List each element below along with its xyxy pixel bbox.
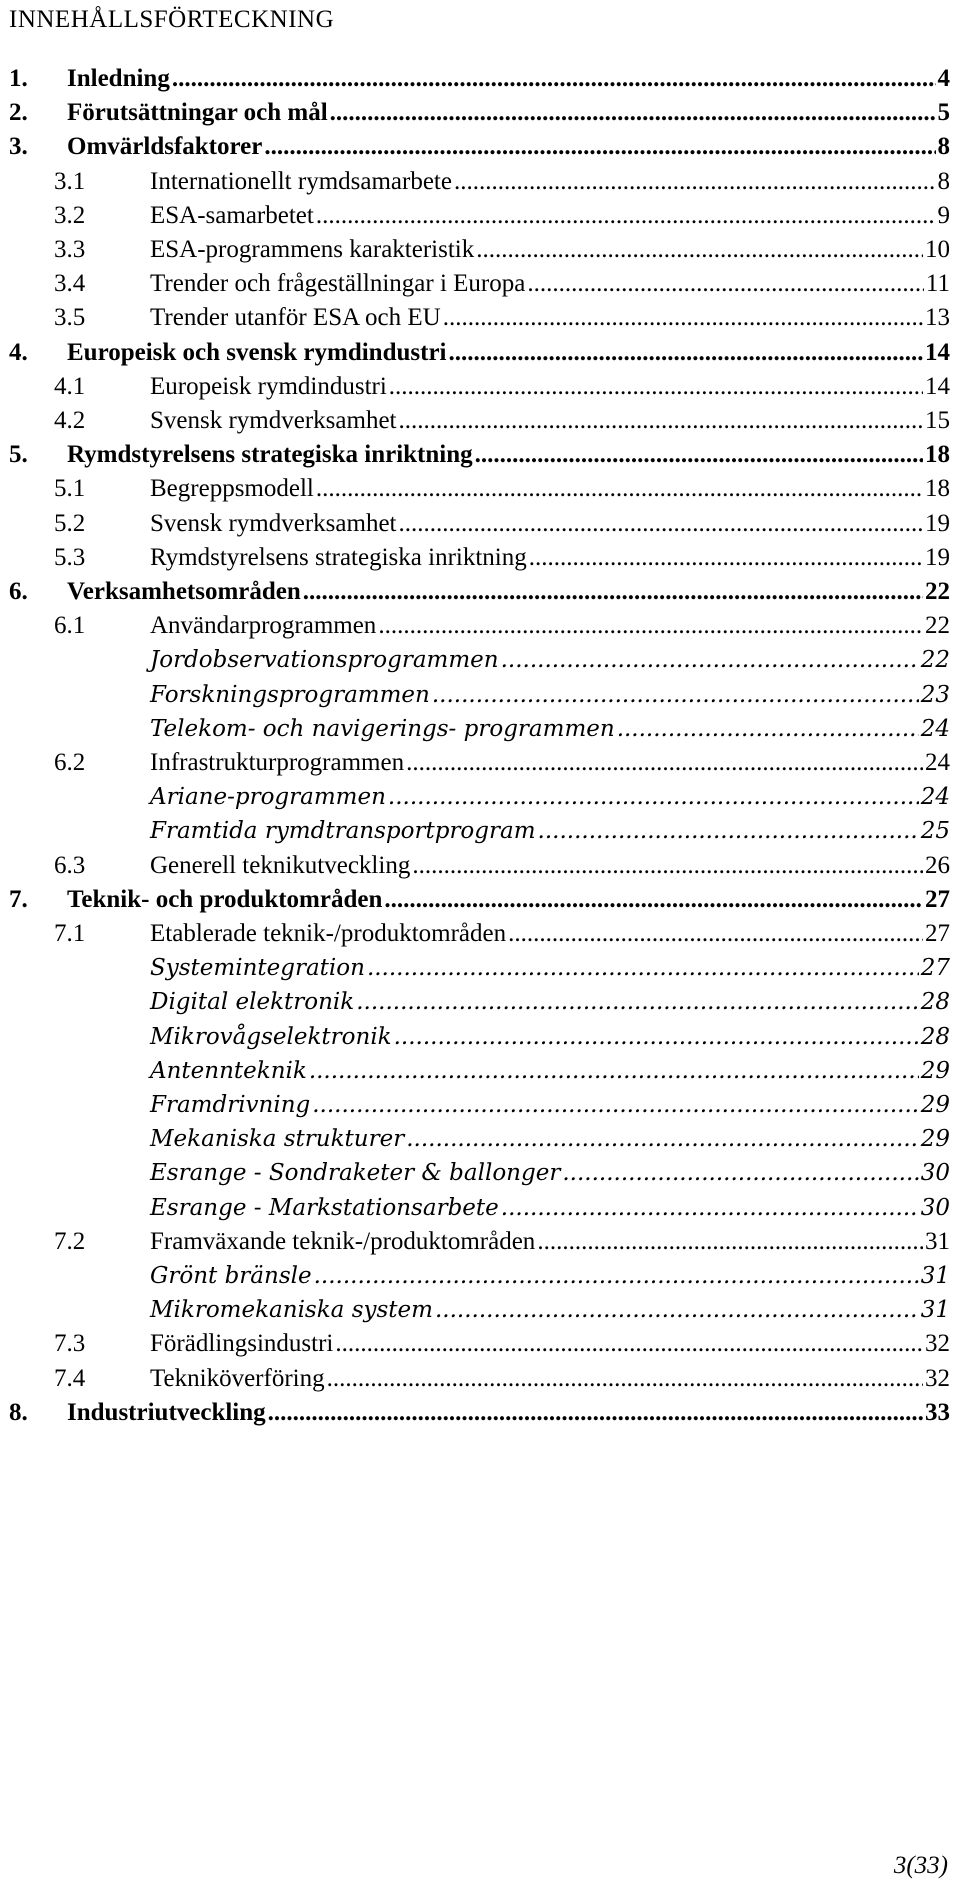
toc-entry-label: Trender utanför ESA och EU <box>150 304 441 331</box>
toc-entry-page: 5 <box>937 99 950 126</box>
toc-entry-label: Internationellt rymdsamarbete <box>150 168 452 195</box>
toc-entry-line <box>150 1327 950 1361</box>
toc-entry-number: 5.3 <box>54 544 86 571</box>
dot-leader <box>264 130 935 164</box>
toc-entry[interactable] <box>0 1396 960 1430</box>
toc-entry-page: 22 <box>920 647 950 673</box>
toc-entry[interactable] <box>0 370 960 404</box>
dot-leader <box>501 643 919 677</box>
toc-entry[interactable] <box>0 199 960 233</box>
toc-entry-line <box>150 1054 950 1088</box>
toc-entry[interactable] <box>0 883 960 917</box>
toc-entry-number: 3.4 <box>54 270 86 297</box>
toc-entry-page: 22 <box>925 612 950 639</box>
toc-entry-page: 28 <box>920 1024 950 1050</box>
toc-entry-page: 22 <box>925 578 950 605</box>
toc-entry-line <box>150 780 950 814</box>
toc-entry-label: Europeisk och svensk rymdindustri <box>67 339 447 366</box>
toc-entry-label: Framtida rymdtransportprogram <box>150 818 536 844</box>
toc-entry-line <box>67 883 950 917</box>
toc-entry-line <box>150 1259 950 1293</box>
toc-entry-page: 26 <box>925 852 950 879</box>
page-number: 3(33) <box>893 1852 948 1879</box>
toc-entry-line <box>150 541 950 575</box>
toc-entry[interactable] <box>0 951 960 985</box>
dot-leader <box>476 233 923 267</box>
toc-entry[interactable] <box>0 1122 960 1156</box>
dot-leader <box>501 1191 919 1225</box>
toc-entry[interactable] <box>0 301 960 335</box>
dot-leader <box>378 609 923 643</box>
toc-entry-line <box>150 507 950 541</box>
toc-entry-page: 31 <box>920 1297 950 1323</box>
toc-entry-number: 3.3 <box>54 236 86 263</box>
toc-entry[interactable] <box>0 609 960 643</box>
dot-leader <box>356 985 919 1019</box>
toc-entry-label: Framväxande teknik-/produktområden <box>150 1228 536 1255</box>
toc-entry-line <box>67 575 950 609</box>
dot-leader <box>314 1259 919 1293</box>
toc-entry-page: 30 <box>920 1195 950 1221</box>
toc-entry-line <box>150 301 950 335</box>
toc-entry[interactable] <box>0 643 960 677</box>
dot-leader <box>367 951 919 985</box>
toc-entry-line <box>67 438 950 472</box>
toc-entry-number: 4. <box>9 339 28 366</box>
toc-entry-page: 8 <box>937 168 950 195</box>
toc-entry-line <box>150 951 950 985</box>
toc-entry[interactable] <box>0 336 960 370</box>
toc-entry[interactable] <box>0 404 960 438</box>
toc-entry-page: 31 <box>925 1228 950 1255</box>
toc-entry[interactable] <box>0 1191 960 1225</box>
toc-entry-label: Inledning <box>67 65 170 92</box>
toc-entry[interactable] <box>0 1293 960 1327</box>
toc-entry-label: Förutsättningar och mål <box>67 99 328 126</box>
toc-entry-page: 29 <box>920 1092 950 1118</box>
toc-entry-page: 8 <box>937 133 950 160</box>
dot-leader <box>388 780 919 814</box>
dot-leader <box>398 404 923 438</box>
toc-entry-label: Esrange - Markstationsarbete <box>150 1195 499 1221</box>
toc-entry-label: Grönt bränsle <box>150 1263 312 1289</box>
dot-leader <box>268 1396 923 1430</box>
toc-entry-page: 32 <box>925 1365 950 1392</box>
toc-entry-page: 14 <box>925 339 950 366</box>
dot-leader <box>432 678 919 712</box>
toc-entry-number: 1. <box>9 65 28 92</box>
toc-entry[interactable] <box>0 1225 960 1259</box>
toc-entry-label: Mikromekaniska system <box>150 1297 433 1323</box>
toc-entry-page: 25 <box>920 818 950 844</box>
toc-entry[interactable] <box>0 849 960 883</box>
dot-leader <box>537 1225 923 1259</box>
toc-entry-line <box>150 849 950 883</box>
dot-leader <box>406 746 923 780</box>
toc-entry-number: 7. <box>9 886 28 913</box>
toc-entry[interactable] <box>0 1054 960 1088</box>
toc-entry-label: Digital elektronik <box>150 989 355 1015</box>
toc-entry[interactable] <box>0 507 960 541</box>
toc-entry-page: 11 <box>925 270 950 297</box>
toc-entry[interactable] <box>0 1362 960 1396</box>
toc-entry-line <box>150 267 950 301</box>
dot-leader <box>316 472 923 506</box>
toc-entry[interactable] <box>0 712 960 746</box>
toc-entry-number: 5. <box>9 441 28 468</box>
toc-entry-line <box>150 233 950 267</box>
toc-entry[interactable] <box>0 746 960 780</box>
toc-entry-line <box>150 1225 950 1259</box>
toc-entry-line <box>67 96 950 130</box>
toc-entry-page: 19 <box>925 510 950 537</box>
toc-entry-label: Förädlingsindustri <box>150 1330 334 1357</box>
toc-entry-line <box>150 404 950 438</box>
toc-entry-line <box>150 199 950 233</box>
dot-leader <box>435 1293 919 1327</box>
toc-entry-label: Begreppsmodell <box>150 475 314 502</box>
toc-entry-label: Tekniköverföring <box>150 1365 325 1392</box>
toc-entry-line <box>150 1122 950 1156</box>
toc-entry-page: 10 <box>925 236 950 263</box>
toc-entry-page: 28 <box>920 989 950 1015</box>
toc-entry-page: 19 <box>925 544 950 571</box>
toc-entry[interactable] <box>0 985 960 1019</box>
toc-entry-label: Trender och frågeställningar i Europa <box>150 270 526 297</box>
toc-entry-label: Omvärldsfaktorer <box>67 133 263 160</box>
toc-entry-page: 32 <box>925 1330 950 1357</box>
toc-entry[interactable] <box>0 575 960 609</box>
toc-entry[interactable] <box>0 1088 960 1122</box>
toc-entry-number: 3.5 <box>54 304 86 331</box>
toc-entry[interactable] <box>0 1259 960 1293</box>
toc-entry-line <box>67 336 950 370</box>
toc-entry-line <box>150 917 950 951</box>
toc-entry-label: Etablerade teknik-/produktområden <box>150 920 507 947</box>
dot-leader <box>172 62 936 96</box>
toc-entry-number: 4.2 <box>54 407 86 434</box>
toc-entry-label: Svensk rymdverksamhet <box>150 407 397 434</box>
dot-leader <box>443 301 923 335</box>
toc-entry-line <box>150 1156 950 1190</box>
toc-entry[interactable] <box>0 62 960 96</box>
toc-entry-number: 3. <box>9 133 28 160</box>
toc-entry-page: 24 <box>920 716 950 742</box>
toc-entry[interactable] <box>0 233 960 267</box>
toc-entry-label: Telekom- och navigerings- programmen <box>150 716 615 742</box>
toc-entry-label: Rymdstyrelsens strategiska inriktning <box>67 441 473 468</box>
toc-entry-page: 31 <box>920 1263 950 1289</box>
toc-entry-line <box>150 165 950 199</box>
toc-entry[interactable] <box>0 814 960 848</box>
toc-entry-line <box>150 746 950 780</box>
toc-entry-line <box>150 814 950 848</box>
toc-entry-line <box>67 1396 950 1430</box>
toc-entry-number: 7.4 <box>54 1365 86 1392</box>
dot-leader <box>406 1122 919 1156</box>
toc-entry-number: 7.2 <box>54 1228 86 1255</box>
dot-leader <box>303 575 923 609</box>
dot-leader <box>412 849 923 883</box>
dot-leader <box>398 507 923 541</box>
toc-entry[interactable] <box>0 165 960 199</box>
toc-entry-line <box>150 370 950 404</box>
toc-entry-line <box>150 472 950 506</box>
toc-entry-line <box>150 1293 950 1327</box>
dot-leader <box>309 1054 919 1088</box>
toc-entry-label: Europeisk rymdindustri <box>150 373 387 400</box>
toc-entry-line <box>67 62 950 96</box>
toc-entry-label: Esrange - Sondraketer & ballonger <box>150 1160 561 1186</box>
toc-entry-label: Systemintegration <box>150 955 365 981</box>
toc-entry-label: Svensk rymdverksamhet <box>150 510 397 537</box>
toc-entry-number: 5.2 <box>54 510 86 537</box>
toc-entry-page: 4 <box>937 65 950 92</box>
toc-entry-page: 14 <box>925 373 950 400</box>
dot-leader <box>312 1088 918 1122</box>
dot-leader <box>527 267 924 301</box>
toc-entry-line <box>67 130 950 164</box>
toc-entry-page: 18 <box>925 475 950 502</box>
dot-leader <box>538 814 919 848</box>
toc-entry-label: Infrastrukturprogrammen <box>150 749 405 776</box>
toc-entry-line <box>150 985 950 1019</box>
toc-entry[interactable] <box>0 438 960 472</box>
toc-entry-page: 9 <box>937 202 950 229</box>
toc-entry-line <box>150 712 950 746</box>
toc-entry-line <box>150 1088 950 1122</box>
toc-entry-label: Mekaniska strukturer <box>150 1126 405 1152</box>
toc-entry-label: Rymdstyrelsens strategiska inriktning <box>150 544 527 571</box>
dot-leader <box>384 883 923 917</box>
toc-entry-page: 18 <box>925 441 950 468</box>
toc-entry-label: Mikrovågselektronik <box>150 1024 392 1050</box>
dot-leader <box>617 712 919 746</box>
toc-entry-label: Framdrivning <box>150 1092 311 1118</box>
toc-entry-number: 3.2 <box>54 202 86 229</box>
dot-leader <box>389 370 923 404</box>
toc-entry[interactable] <box>0 1327 960 1361</box>
toc-entry-line <box>150 1191 950 1225</box>
toc-entry[interactable] <box>0 541 960 575</box>
toc-entry-page: 15 <box>925 407 950 434</box>
toc-entry-page: 23 <box>920 682 950 708</box>
toc-entry-number: 4.1 <box>54 373 86 400</box>
toc-entry-number: 2. <box>9 99 28 126</box>
dot-leader <box>475 438 923 472</box>
toc-entry-page: 29 <box>920 1126 950 1152</box>
toc-entry-number: 6.2 <box>54 749 86 776</box>
toc-entry-label: Ariane-programmen <box>150 784 386 810</box>
toc-entry-number: 7.3 <box>54 1330 86 1357</box>
toc-entry-line <box>150 1020 950 1054</box>
toc-entry[interactable] <box>0 678 960 712</box>
page-title: INNEHÅLLSFÖRTECKNING <box>9 6 335 33</box>
toc-entry[interactable] <box>0 472 960 506</box>
dot-leader <box>335 1327 923 1361</box>
dot-leader <box>562 1156 918 1190</box>
toc-entry-page: 33 <box>925 1399 950 1426</box>
toc-entry-number: 7.1 <box>54 920 86 947</box>
toc-entry-label: Verksamhetsområden <box>67 578 301 605</box>
dot-leader <box>394 1020 919 1054</box>
toc-entry-line <box>150 643 950 677</box>
toc-entry-page: 27 <box>925 886 950 913</box>
toc-entry[interactable] <box>0 1020 960 1054</box>
toc-entry-page: 24 <box>925 749 950 776</box>
toc-entry[interactable] <box>0 780 960 814</box>
toc-entry-label: Antennteknik <box>150 1058 307 1084</box>
dot-leader <box>449 336 924 370</box>
toc-entry[interactable] <box>0 96 960 130</box>
toc-entry-label: ESA-samarbetet <box>150 202 314 229</box>
toc-entry-page: 27 <box>925 920 950 947</box>
dot-leader <box>529 541 923 575</box>
toc-entry-number: 8. <box>9 1399 28 1426</box>
toc-entry-number: 5.1 <box>54 475 86 502</box>
toc-entry[interactable] <box>0 267 960 301</box>
toc-entry[interactable] <box>0 130 960 164</box>
toc-entry[interactable] <box>0 917 960 951</box>
dot-leader <box>330 96 936 130</box>
toc-entry-label: ESA-programmens karakteristik <box>150 236 475 263</box>
dot-leader <box>454 165 936 199</box>
toc-entry-page: 29 <box>920 1058 950 1084</box>
toc-entry-page: 30 <box>920 1160 950 1186</box>
toc-entry-line <box>150 678 950 712</box>
toc-entry-label: Generell teknikutveckling <box>150 852 411 879</box>
toc-entry-page: 24 <box>920 784 950 810</box>
toc-entry-line <box>150 1362 950 1396</box>
toc-entry-number: 6. <box>9 578 28 605</box>
toc-entry-label: Forskningsprogrammen <box>150 682 430 708</box>
toc-entry-label: Jordobservationsprogrammen <box>150 647 499 673</box>
toc-entry-page: 13 <box>925 304 950 331</box>
toc-entry[interactable] <box>0 1156 960 1190</box>
toc-entry-label: Industriutveckling <box>67 1399 266 1426</box>
toc-entry-label: Användarprogrammen <box>150 612 377 639</box>
toc-entry-number: 3.1 <box>54 168 86 195</box>
toc-entry-number: 6.3 <box>54 852 86 879</box>
toc-entry-page: 27 <box>920 955 950 981</box>
dot-leader <box>316 199 936 233</box>
dot-leader <box>327 1362 923 1396</box>
toc-entry-number: 6.1 <box>54 612 86 639</box>
toc-entry-label: Teknik- och produktområden <box>67 886 383 913</box>
dot-leader <box>508 917 923 951</box>
toc-entry-line <box>150 609 950 643</box>
